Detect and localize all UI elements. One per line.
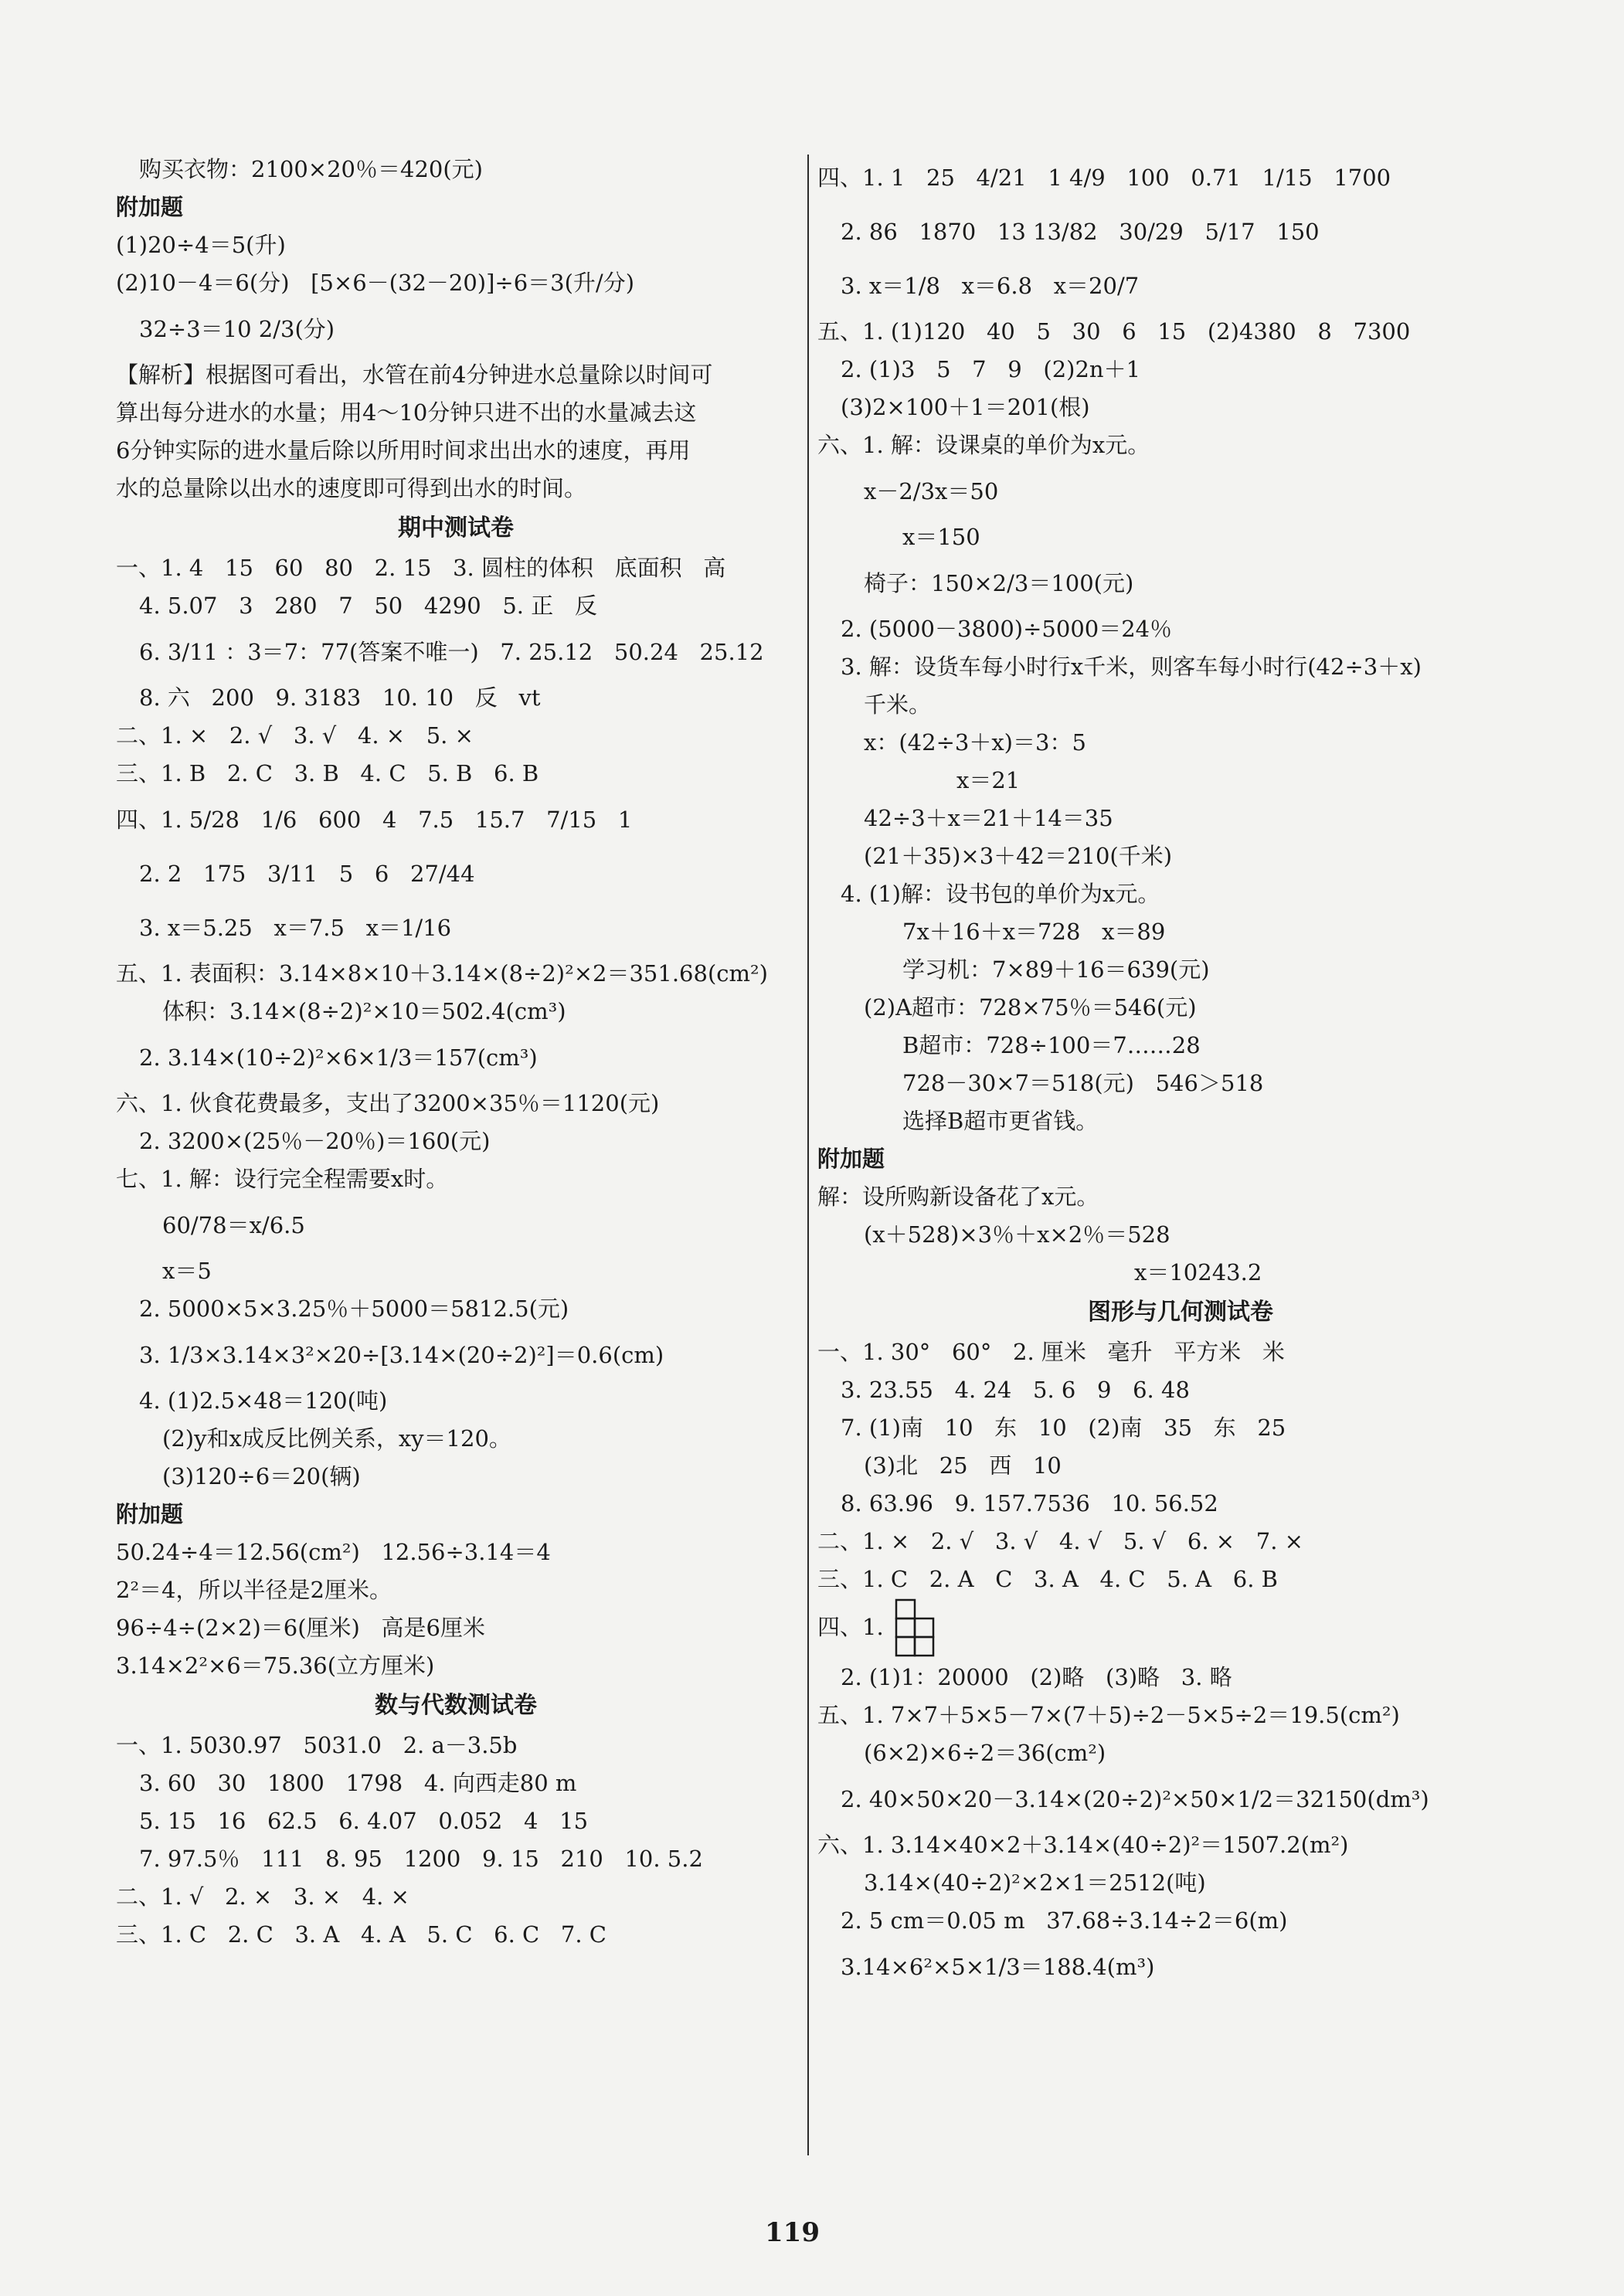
text-line: (x＋528)×3％＋x×2％＝528 [864,1221,1170,1248]
text-line: (3)120÷6＝20(辆) [162,1463,361,1489]
text-line: x＝21 [956,767,1021,793]
text-line: 一、1. 4 15 60 80 2. 15 3. 圆柱的体积 底面积 高 [116,555,726,581]
text-line: 体积：3.14×(8÷2)²×10＝502.4(cm³) [162,998,566,1024]
section-title: 期中测试卷 [398,515,514,542]
text-line: 水的总量除以出水的速度即可得到出水的时间。 [116,475,587,501]
text-line: 2. 3200×(25％－20％)＝160(元) [139,1128,491,1154]
text-line: B超市：728÷100＝7……28 [902,1032,1201,1058]
text-line: 2. 3.14×(10÷2)²×6×1/3＝157(cm³) [139,1044,538,1071]
text-line: 4. (1)2.5×48＝120(吨) [139,1387,388,1414]
text-line: 购买衣物：2100×20％＝420(元) [139,156,483,182]
text-line: (21＋35)×3＋42＝210(千米) [864,843,1173,869]
text-line: 【解析】根据图可看出，水管在前4分钟进水总量除以时间可 [116,362,713,388]
text-line: 一、1. 5030.97 5031.0 2. a－3.5b [116,1732,518,1758]
text-line: 6分钟实际的进水量后除以所用时间求出出水的速度，再用 [116,437,691,464]
text-line: 四、1. 1 25 4/21 1 4/9 100 0.71 1/15 1700 [817,165,1391,191]
text-line: 解：设所购新设备花了x元。 [817,1184,1099,1210]
grid-figure-line [817,1598,1544,1659]
text-line: 三、1. C 2. C 3. A 4. A 5. C 6. C 7. C [116,1921,606,1948]
section-title: 图形与几何测试卷 [1088,1299,1273,1326]
text-line: 2. (1)1：20000 (2)略 (3)略 3. 略 [841,1664,1232,1690]
text-line: 60/78＝x/6.5 [162,1212,305,1238]
text-line: 3. 60 30 1800 1798 4. 向西走80 m [139,1770,577,1796]
text-line: 3. x＝1/8 x＝6.8 x＝20/7 [841,273,1140,299]
text-line: 6. 3/11 ：3＝7：77(答案不唯一) 7. 25.12 50.24 25.12 [139,639,764,665]
text-line: 4. 5.07 3 280 7 50 4290 5. 正 反 [139,593,597,619]
text-line: 2. (5000－3800)÷5000＝24％ [841,616,1173,642]
text-line: 8. 63.96 9. 157.7536 10. 56.52 [841,1490,1218,1517]
text-line: 5. 15 16 62.5 6. 4.07 0.052 4 15 [139,1808,589,1834]
column-divider [807,155,809,2155]
text-line: 二、1. × 2. √ 3. √ 4. √ 5. √ 6. × 7. × [817,1528,1303,1554]
section-heading: 附加题 [116,1501,184,1527]
text-line: 椅子：150×2/3＝100(元) [864,570,1134,596]
text-line: 3. 解：设货车每小时行x千米，则客车每小时行(42÷3＋x) [841,654,1422,680]
text-line: 2. 2 175 3/11 5 6 27/44 [139,861,475,887]
text-line: 96÷4÷(2×2)＝6(厘米) 高是6厘米 [116,1615,485,1641]
text-line: 五、1. 表面积：3.14×8×10＋3.14×(8÷2)²×2＝351.68(cm²) [116,960,768,987]
text-line: 2. (1)3 5 7 9 (2)2n＋1 [841,356,1141,382]
section-heading: 附加题 [116,194,184,220]
text-line: 3.14×(40÷2)²×2×1＝2512(吨) [864,1870,1206,1896]
text-line: 一、1. 30° 60° 2. 厘米 毫升 平方米 米 [817,1339,1285,1365]
text-line: 三、1. B 2. C 3. B 4. C 5. B 6. B [116,760,539,786]
text-line: 7. (1)南 10 东 10 (2)南 35 东 25 [841,1415,1286,1441]
text-line: 2. 5000×5×3.25％＋5000＝5812.5(元) [139,1296,569,1322]
text-line: 四、1. 5/28 1/6 600 4 7.5 15.7 7/15 1 [116,807,633,833]
text-line: 六、1. 伙食花费最多，支出了3200×35％＝1120(元) [116,1090,660,1116]
text-line: 7. 97.5％ 111 8. 95 1200 9. 15 210 10. 5.2 [139,1846,703,1872]
text-line: 二、1. × 2. √ 3. √ 4. × 5. × [116,722,474,749]
text-line: x：(42÷3＋x)＝3：5 [864,729,1086,756]
text-line: (3)2×100＋1＝201(根) [841,394,1090,420]
text-line: 选择B超市更省钱。 [902,1108,1099,1134]
text-line: 4. (1)解：设书包的单价为x元。 [841,881,1160,907]
text-line: (1)20÷4＝5(升) [116,232,286,258]
text-line: 3. x＝5.25 x＝7.5 x＝1/16 [139,915,452,941]
text-line: x－2/3x＝50 [864,478,999,504]
text-line: 二、1. √ 2. × 3. × 4. × [116,1883,409,1910]
text-line: 学习机：7×89＋16＝639(元) [902,956,1210,983]
right-column [817,151,1544,1994]
left-column [116,151,796,1954]
page-number: 119 [765,2217,820,2248]
text-line: 算出每分进水的水量；用4～10分钟只进不出的水量减去这 [116,399,697,426]
text-line: 七、1. 解：设行完全程需要x时。 [116,1166,449,1192]
text-line: 五、1. 7×7＋5×5－7×(7＋5)÷2－5×5÷2＝19.5(cm²) [817,1702,1400,1728]
text-line: 2. 40×50×20－3.14×(20÷2)²×50×1/2＝32150(dm³) [841,1786,1429,1812]
text-line: (6×2)×6÷2＝36(cm²) [864,1740,1106,1766]
text-line: 3. 1/3×3.14×3²×20÷[3.14×(20÷2)²]＝0.6(cm) [139,1342,664,1368]
text-line: 32÷3＝10 2/3(分) [139,316,335,342]
text-line: 五、1. (1)120 40 5 30 6 15 (2)4380 8 7300 [817,318,1411,345]
text-line: x＝10243.2 [1134,1259,1262,1286]
text-line: 42÷3＋x＝21＋14＝35 [864,805,1113,831]
text-line: 3.14×6²×5×1/3＝188.4(m³) [841,1954,1155,1980]
text-line: x＝5 [162,1258,212,1284]
text-line: 四、1. [817,1614,884,1640]
text-line: 2. 5 cm＝0.05 m 37.68÷3.14÷2＝6(m) [841,1907,1288,1934]
text-line: 7x＋16＋x＝728 x＝89 [902,919,1166,945]
text-line: (2)10－4＝6(分) [5×6－(32－20)]÷6＝3(升/分) [116,270,635,296]
text-line: x＝150 [902,524,980,550]
grid-figure-icon [895,1598,935,1659]
text-line: 六、1. 3.14×40×2＋3.14×(40÷2)²＝1507.2(m²) [817,1832,1349,1858]
text-line: 三、1. C 2. A C 3. A 4. C 5. A 6. B [817,1566,1278,1592]
text-line: 千米。 [864,691,932,718]
section-title: 数与代数测试卷 [375,1692,537,1719]
text-line: (3)北 25 西 10 [864,1452,1062,1479]
text-line: 2. 86 1870 13 13/82 30/29 5/17 150 [841,219,1320,245]
text-line: 3. 23.55 4. 24 5. 6 9 6. 48 [841,1377,1190,1403]
text-line: 3.14×2²×6＝75.36(立方厘米) [116,1652,435,1679]
text-line: (2)y和x成反比例关系，xy＝120。 [162,1425,511,1452]
text-line: 8. 六 200 9. 3183 10. 10 反 vt [139,684,541,711]
text-line: (2)A超市：728×75％＝546(元) [864,994,1197,1021]
text-line: 728－30×7＝518(元) 546＞518 [902,1070,1264,1096]
text-line: 2²＝4，所以半径是2厘米。 [116,1577,392,1603]
text-line: 六、1. 解：设课桌的单价为x元。 [817,432,1150,458]
section-heading: 附加题 [817,1146,885,1172]
text-line: 50.24÷4＝12.56(cm²) 12.56÷3.14＝4 [116,1539,551,1565]
